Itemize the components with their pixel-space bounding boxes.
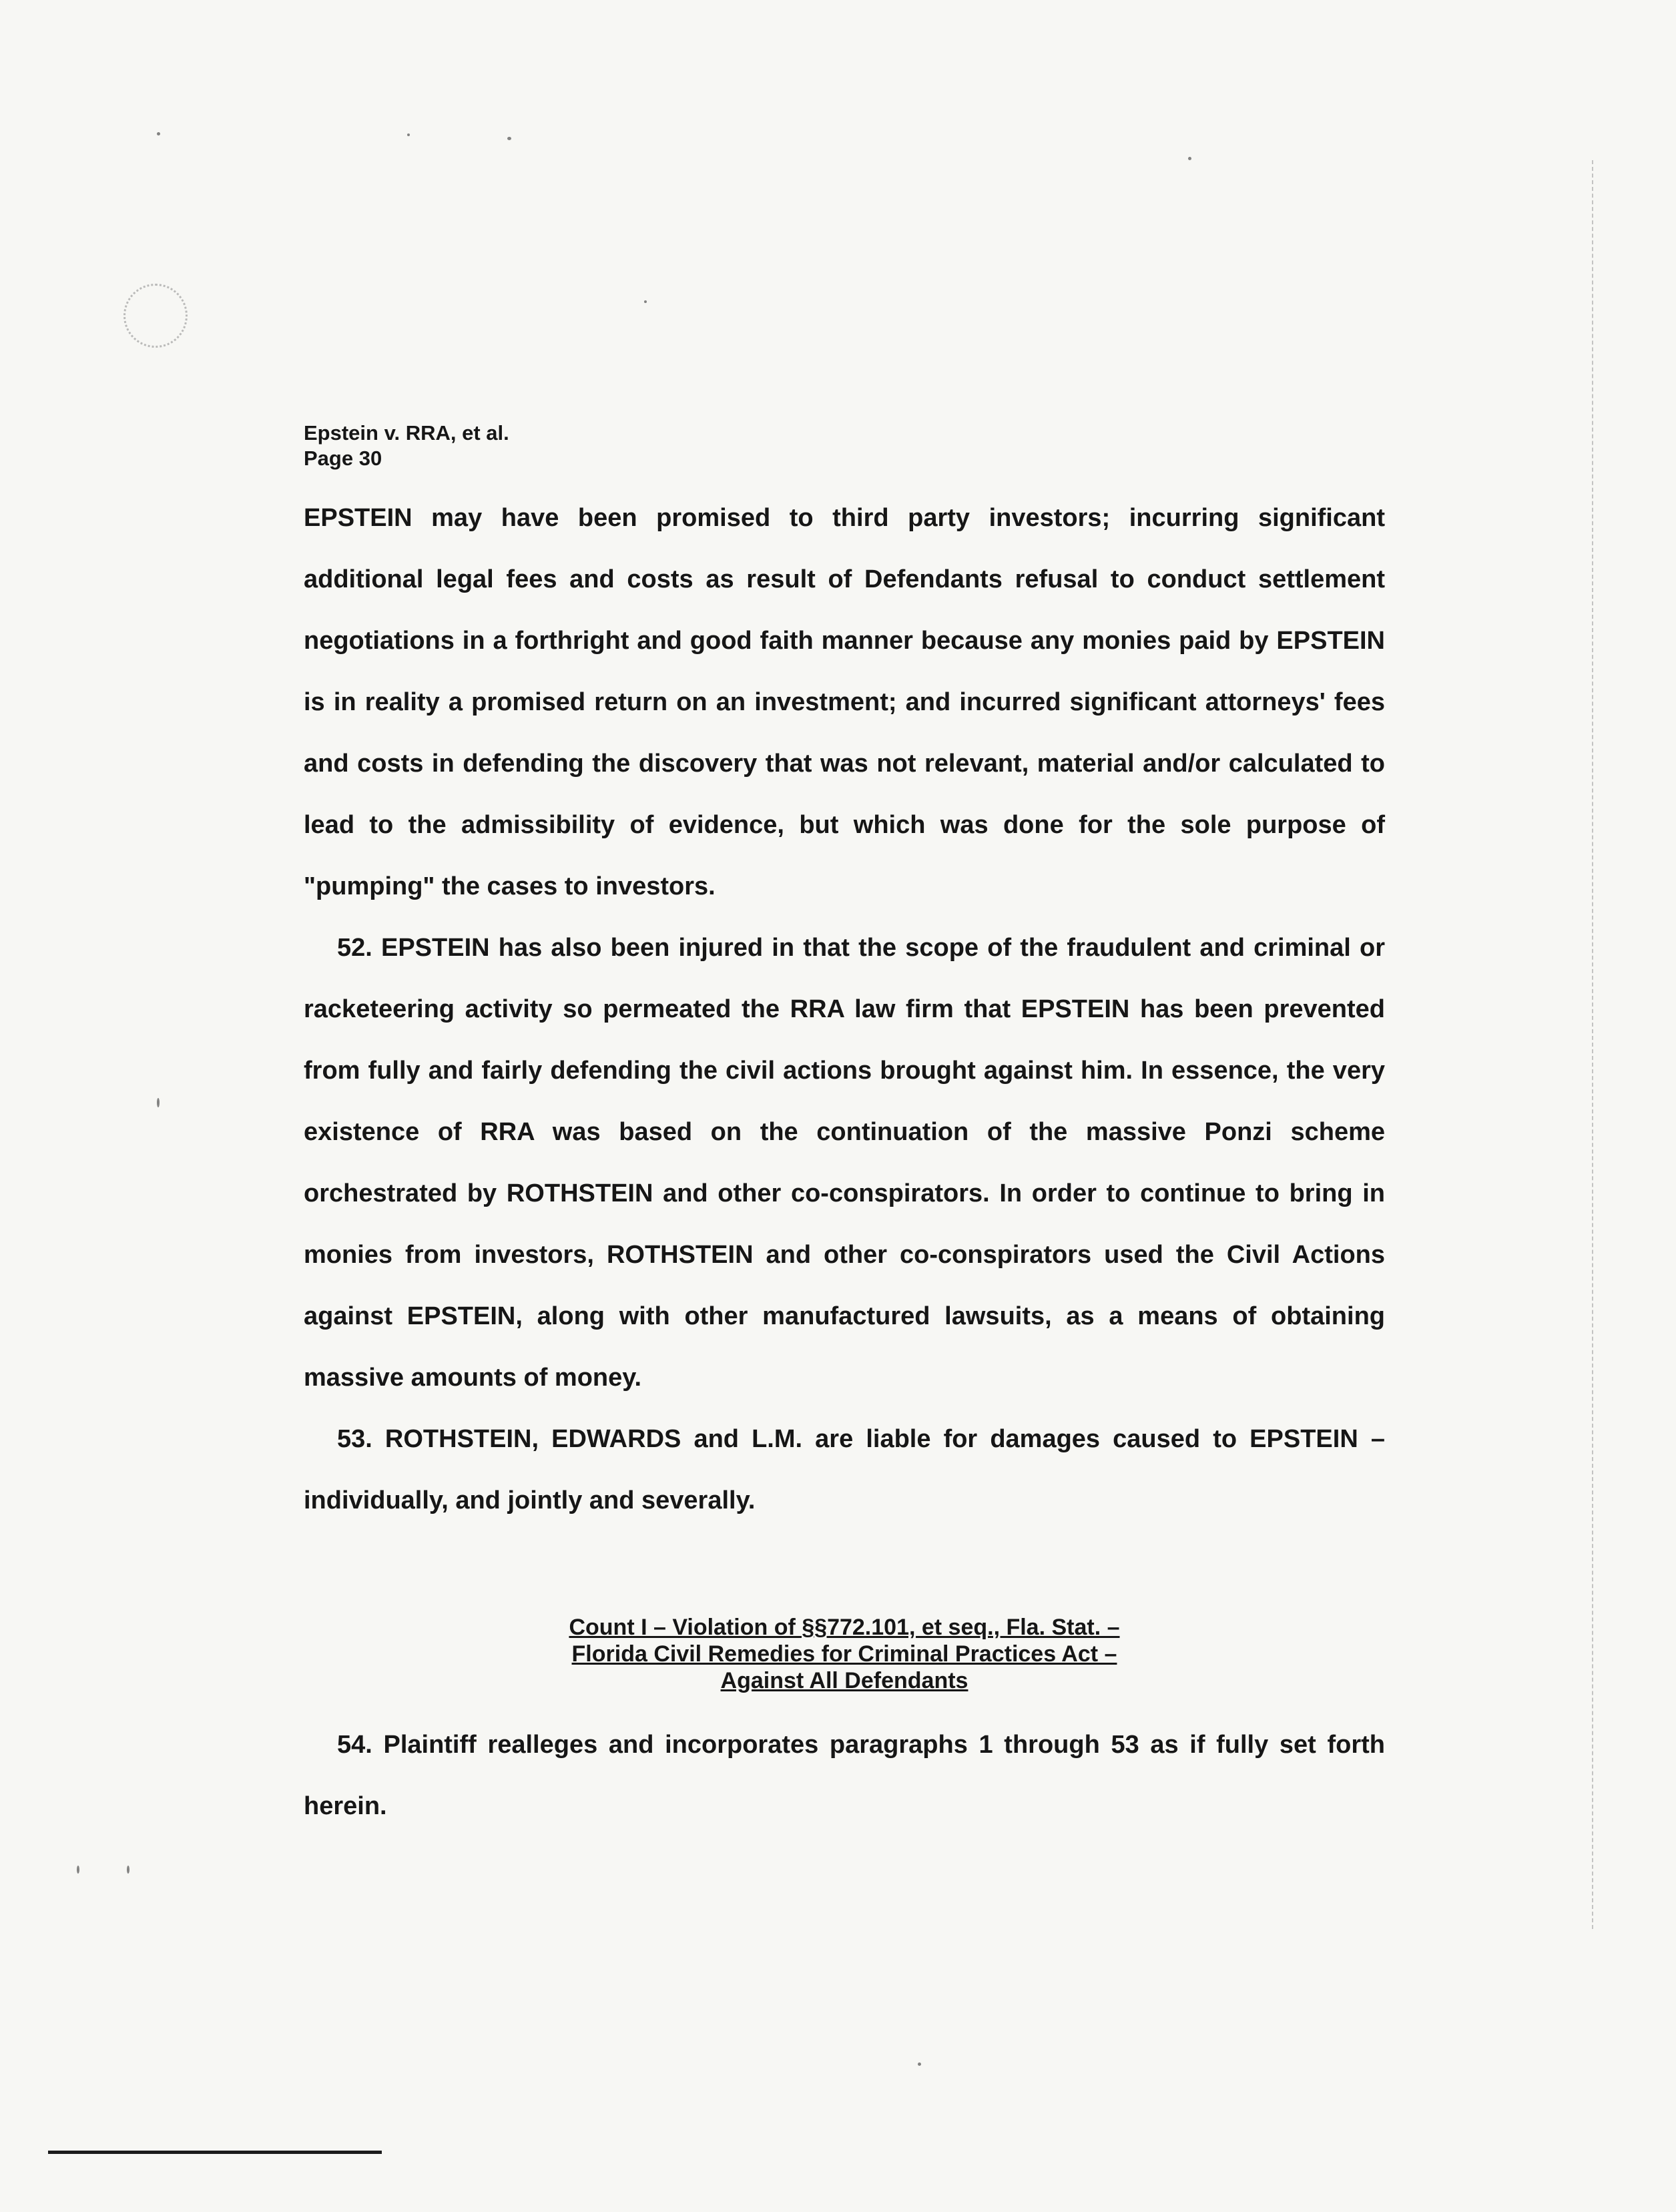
- scan-speck: [918, 2062, 921, 2066]
- document-body: [304, 487, 1385, 1531]
- paragraph-53: 53. ROTHSTEIN, EDWARDS and L.M. are liable for damages caused to EPSTEIN – individually, and jointly and severally.: [304, 1425, 1385, 1514]
- count-heading-line-3: Against All Defendants: [720, 1668, 968, 1693]
- scan-speck: [1188, 157, 1191, 160]
- document-body-continued: [304, 1714, 1385, 1837]
- scan-speck: [77, 1866, 79, 1874]
- count-heading-line-1: Count I – Violation of §§772.101, et seq., Fla. Stat. –: [569, 1615, 1120, 1640]
- scan-speck: [644, 300, 647, 303]
- scan-speck: [157, 132, 160, 135]
- case-caption: Epstein v. RRA, et al.: [304, 421, 509, 445]
- paragraph-54: 54. Plaintiff realleges and incorporates paragraphs 1 through 53 as if fully set forth herein.: [304, 1731, 1385, 1820]
- case-header: [304, 421, 509, 471]
- scan-speck: [507, 137, 511, 140]
- scan-speck: [157, 1098, 160, 1107]
- scan-speck: [407, 133, 410, 136]
- paragraph-52: 52. EPSTEIN has also been injured in that the scope of the fraudulent and criminal or racketeering activity so permeated the RRA law firm that EPSTEIN has been prevented from fully and fairly defending the civil actions brought against him. In essence, the very existence of RRA was based on the continuation of the massive Ponzi scheme orchestrated by ROTHSTEIN and other co-conspirators. In order to continue to bring in monies from investors, ROTHSTEIN and other co-conspirators used the Civil Actions against EPSTEIN, along with other manufactured lawsuits, as a means of obtaining massive amounts of money.: [304, 934, 1385, 1392]
- scan-edge-line: [1592, 160, 1595, 1929]
- count-heading: [304, 1614, 1385, 1694]
- paragraph-continuation: EPSTEIN may have been promised to third party investors; incurring significant additional legal fees and costs as result of Defendants refusal to conduct settlement negotiations in a forthright and good faith manner because any monies paid by EPSTEIN is in reality a promised return on an investment; and incurred significant attorneys' fees and costs in defending the discovery that was not relevant, material and/or calculated to lead to the admissibility of evidence, but which was done for the sole purpose of "pumping" the cases to investors.: [304, 504, 1385, 900]
- hole-punch-mark: [123, 284, 188, 348]
- footer-rule: [48, 2151, 382, 2154]
- count-heading-line-2: Florida Civil Remedies for Criminal Practices Act –: [571, 1641, 1117, 1667]
- page-number: Page 30: [304, 447, 382, 470]
- scan-speck: [127, 1866, 129, 1874]
